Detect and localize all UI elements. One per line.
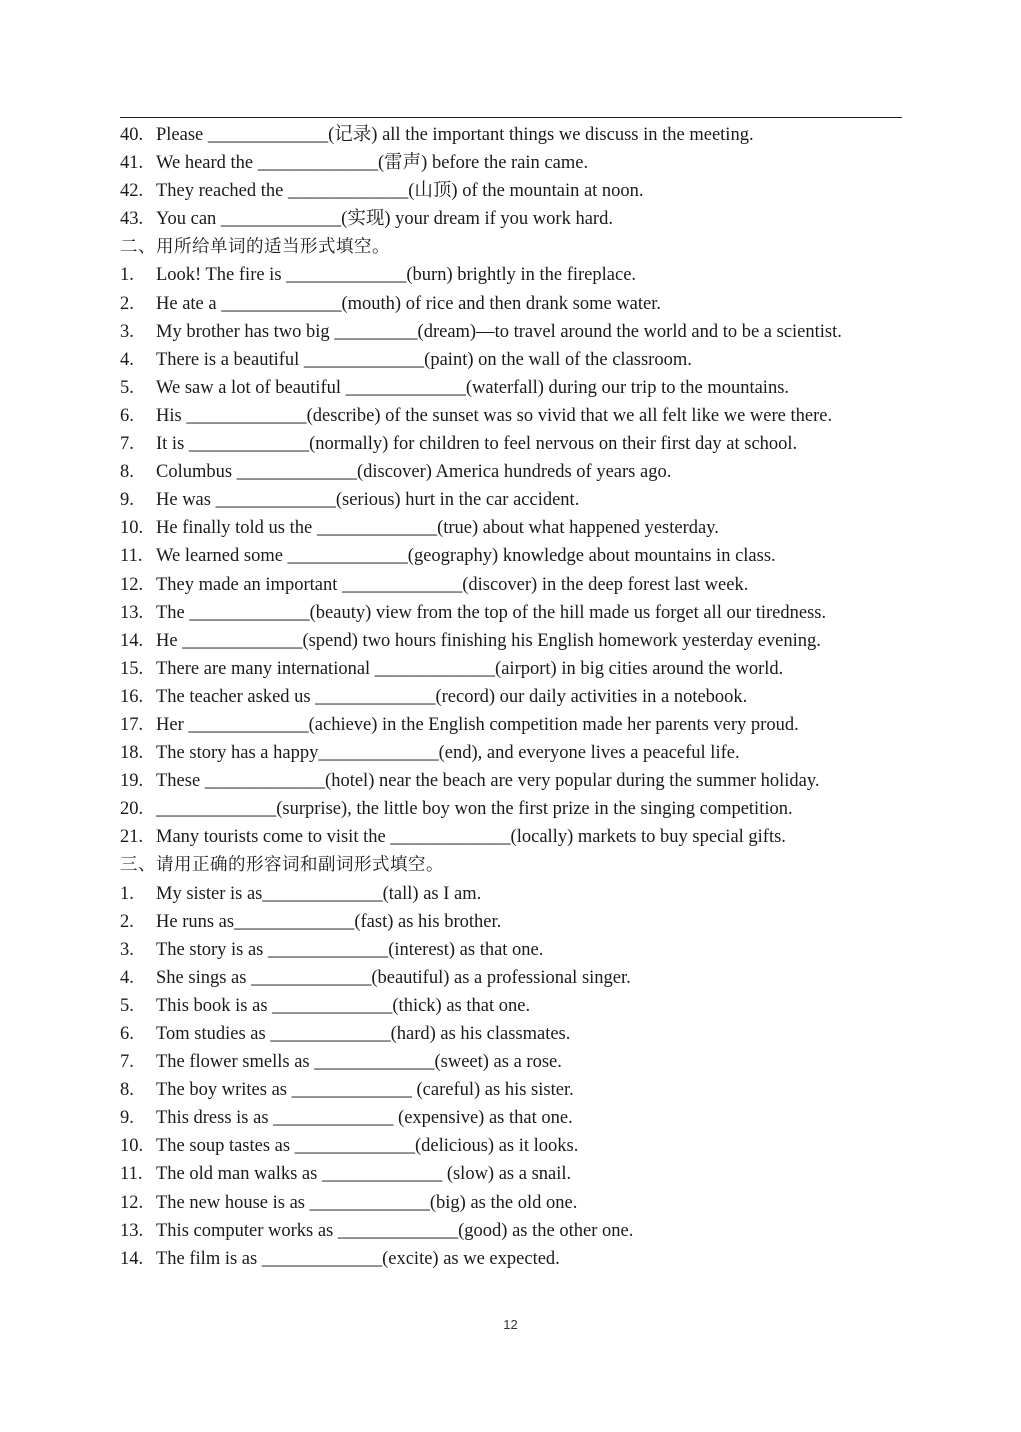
question-line <box>120 655 910 683</box>
question-number: 10. <box>120 1136 144 1157</box>
question-number: 9. <box>120 1108 134 1129</box>
question-line <box>120 1160 910 1188</box>
question-text: There are many international _____________(airport) in big cities around the world. <box>156 658 784 679</box>
question-line <box>120 346 910 374</box>
question-number: 18. <box>120 743 144 764</box>
question-text: His _____________(describe) of the sunset was so vivid that we all felt like we were there. <box>156 405 833 426</box>
question-line <box>120 880 910 908</box>
question-line <box>120 1245 910 1273</box>
question-line <box>120 430 910 458</box>
question-text: The old man walks as _____________ (slow) as a snail. <box>156 1164 572 1185</box>
question-number: 7. <box>120 434 134 455</box>
question-text: This dress is as _____________ (expensive) as that one. <box>156 1108 573 1129</box>
question-number: 16. <box>120 686 144 707</box>
question-line <box>120 402 910 430</box>
question-line <box>120 1076 910 1104</box>
question-number: 13. <box>120 602 144 623</box>
question-text: These _____________(hotel) near the beach are very popular during the summer holiday. <box>156 771 820 792</box>
question-line <box>120 458 910 486</box>
question-text: The film is as _____________(excite) as we expected. <box>156 1248 560 1269</box>
question-text: _____________(surprise), the little boy won the first prize in the singing competition. <box>156 799 793 820</box>
question-text: Columbus _____________(discover) America hundreds of years ago. <box>156 462 672 483</box>
question-line <box>120 627 910 655</box>
question-text: The flower smells as _____________(sweet) as a rose. <box>156 1052 562 1073</box>
question-text: He runs as_____________(fast) as his brother. <box>156 911 502 932</box>
question-number: 14. <box>120 630 144 651</box>
question-number: 6. <box>120 1024 134 1044</box>
question-text: They made an important _____________(discover) in the deep forest last week. <box>156 574 749 595</box>
question-text: It is _____________(normally) for children to feel nervous on their first day at school. <box>156 434 798 455</box>
question-number: 7. <box>120 1052 134 1073</box>
question-line <box>120 1217 910 1245</box>
question-line <box>120 149 910 177</box>
question-line <box>120 542 910 570</box>
question-number: 3. <box>120 321 134 342</box>
question-number: 5. <box>120 995 134 1016</box>
question-number: 4. <box>120 349 134 370</box>
question-number: 1. <box>120 265 134 286</box>
question-number: 10. <box>120 518 144 539</box>
question-number: 12. <box>120 1192 144 1213</box>
question-line <box>120 936 910 964</box>
question-number: 11. <box>120 1164 143 1185</box>
question-text: The _____________(beauty) view from the top of the hill made us forget all our tiredness. <box>156 602 827 623</box>
question-number: 20. <box>120 799 144 820</box>
question-line <box>120 486 910 514</box>
question-text: The teacher asked us _____________(record) our daily activities in a notebook. <box>156 686 748 707</box>
question-text: The new house is as _____________(big) as the old one. <box>156 1192 578 1213</box>
question-number: 13. <box>120 1220 144 1241</box>
question-number: 40. <box>120 125 144 145</box>
question-number: 14. <box>120 1248 144 1269</box>
top-rule <box>120 117 902 118</box>
question-text: He ate a _____________(mouth) of rice and then drank some water. <box>156 293 662 314</box>
question-line <box>120 318 910 346</box>
question-text: There is a beautiful _____________(paint) on the wall of the classroom. <box>156 349 692 370</box>
question-line <box>120 795 910 823</box>
question-text: We saw a lot of beautiful _____________(waterfall) during our trip to the mountains. <box>156 377 790 398</box>
section-3-heading: 三、请用正确的形容词和副词形式填空。 <box>120 855 444 876</box>
question-number: 4. <box>120 967 134 988</box>
question-number: 11. <box>120 546 143 567</box>
question-line <box>120 121 910 149</box>
page-number: 12 <box>503 1317 518 1332</box>
question-line <box>120 992 910 1020</box>
section-2-list <box>120 261 910 851</box>
question-text: Tom studies as _____________(hard) as his classmates. <box>156 1024 571 1044</box>
question-text: You can _____________(实现) your dream if you work hard. <box>156 209 613 230</box>
question-text: They reached the _____________(山顶) of the mountain at noon. <box>156 181 644 202</box>
question-number: 2. <box>120 911 134 932</box>
question-line <box>120 1048 910 1076</box>
question-number: 15. <box>120 658 144 679</box>
question-line <box>120 571 910 599</box>
question-text: He was _____________(serious) hurt in the car accident. <box>156 490 580 511</box>
section-3-list <box>120 880 910 1273</box>
previous-items-list <box>120 121 910 233</box>
question-text: We learned some _____________(geography) knowledge about mountains in class. <box>156 546 776 567</box>
question-number: 21. <box>120 827 144 848</box>
question-line <box>120 767 910 795</box>
question-line <box>120 1132 910 1160</box>
question-text: My sister is as_____________(tall) as I am. <box>156 883 482 904</box>
question-text: The story is as _____________(interest) as that one. <box>156 939 544 960</box>
question-line <box>120 290 910 318</box>
question-text: The story has a happy_____________(end), and everyone lives a peaceful life. <box>156 743 740 764</box>
question-line <box>120 823 910 851</box>
question-line <box>120 599 910 627</box>
question-number: 19. <box>120 771 144 792</box>
question-text: My brother has two big _________(dream)—to travel around the world and to be a scientist. <box>156 321 842 342</box>
section-2-heading: 二、用所给单词的适当形式填空。 <box>120 237 390 258</box>
question-number: 3. <box>120 939 134 960</box>
question-text: Look! The fire is _____________(burn) brightly in the fireplace. <box>156 265 637 286</box>
question-text: She sings as _____________(beautiful) as a professional singer. <box>156 967 631 988</box>
question-line <box>120 683 910 711</box>
question-line <box>120 514 910 542</box>
question-text: He _____________(spend) two hours finishing his English homework yesterday evening. <box>156 630 821 651</box>
question-text: This book is as _____________(thick) as that one. <box>156 995 531 1016</box>
question-text: The boy writes as _____________ (careful) as his sister. <box>156 1080 574 1101</box>
question-line <box>120 1189 910 1217</box>
question-text: Please _____________(记录) all the important things we discuss in the meeting. <box>156 125 754 145</box>
question-number: 5. <box>120 377 134 398</box>
question-text: Many tourists come to visit the _____________(locally) markets to buy special gifts. <box>156 827 786 848</box>
question-number: 42. <box>120 181 144 202</box>
question-line <box>120 964 910 992</box>
question-number: 12. <box>120 574 144 595</box>
question-text: He finally told us the _____________(true) about what happened yesterday. <box>156 518 719 539</box>
question-number: 9. <box>120 490 134 511</box>
question-number: 41. <box>120 153 144 174</box>
question-number: 43. <box>120 209 144 230</box>
question-line <box>120 205 910 233</box>
question-line <box>120 739 910 767</box>
question-line <box>120 711 910 739</box>
question-number: 8. <box>120 462 134 483</box>
question-line <box>120 908 910 936</box>
question-line <box>120 261 910 289</box>
question-line <box>120 374 910 402</box>
question-number: 1. <box>120 883 134 904</box>
worksheet-content <box>120 121 910 1273</box>
question-number: 2. <box>120 293 134 314</box>
question-number: 6. <box>120 405 134 426</box>
question-number: 17. <box>120 714 144 735</box>
question-text: This computer works as _____________(good) as the other one. <box>156 1220 634 1241</box>
question-text: We heard the _____________(雷声) before the rain came. <box>156 153 589 174</box>
question-text: The soup tastes as _____________(delicious) as it looks. <box>156 1136 579 1157</box>
question-text: Her _____________(achieve) in the English competition made her parents very proud. <box>156 714 799 735</box>
question-line <box>120 177 910 205</box>
question-line <box>120 1020 910 1048</box>
question-line <box>120 1104 910 1132</box>
question-number: 8. <box>120 1080 134 1101</box>
